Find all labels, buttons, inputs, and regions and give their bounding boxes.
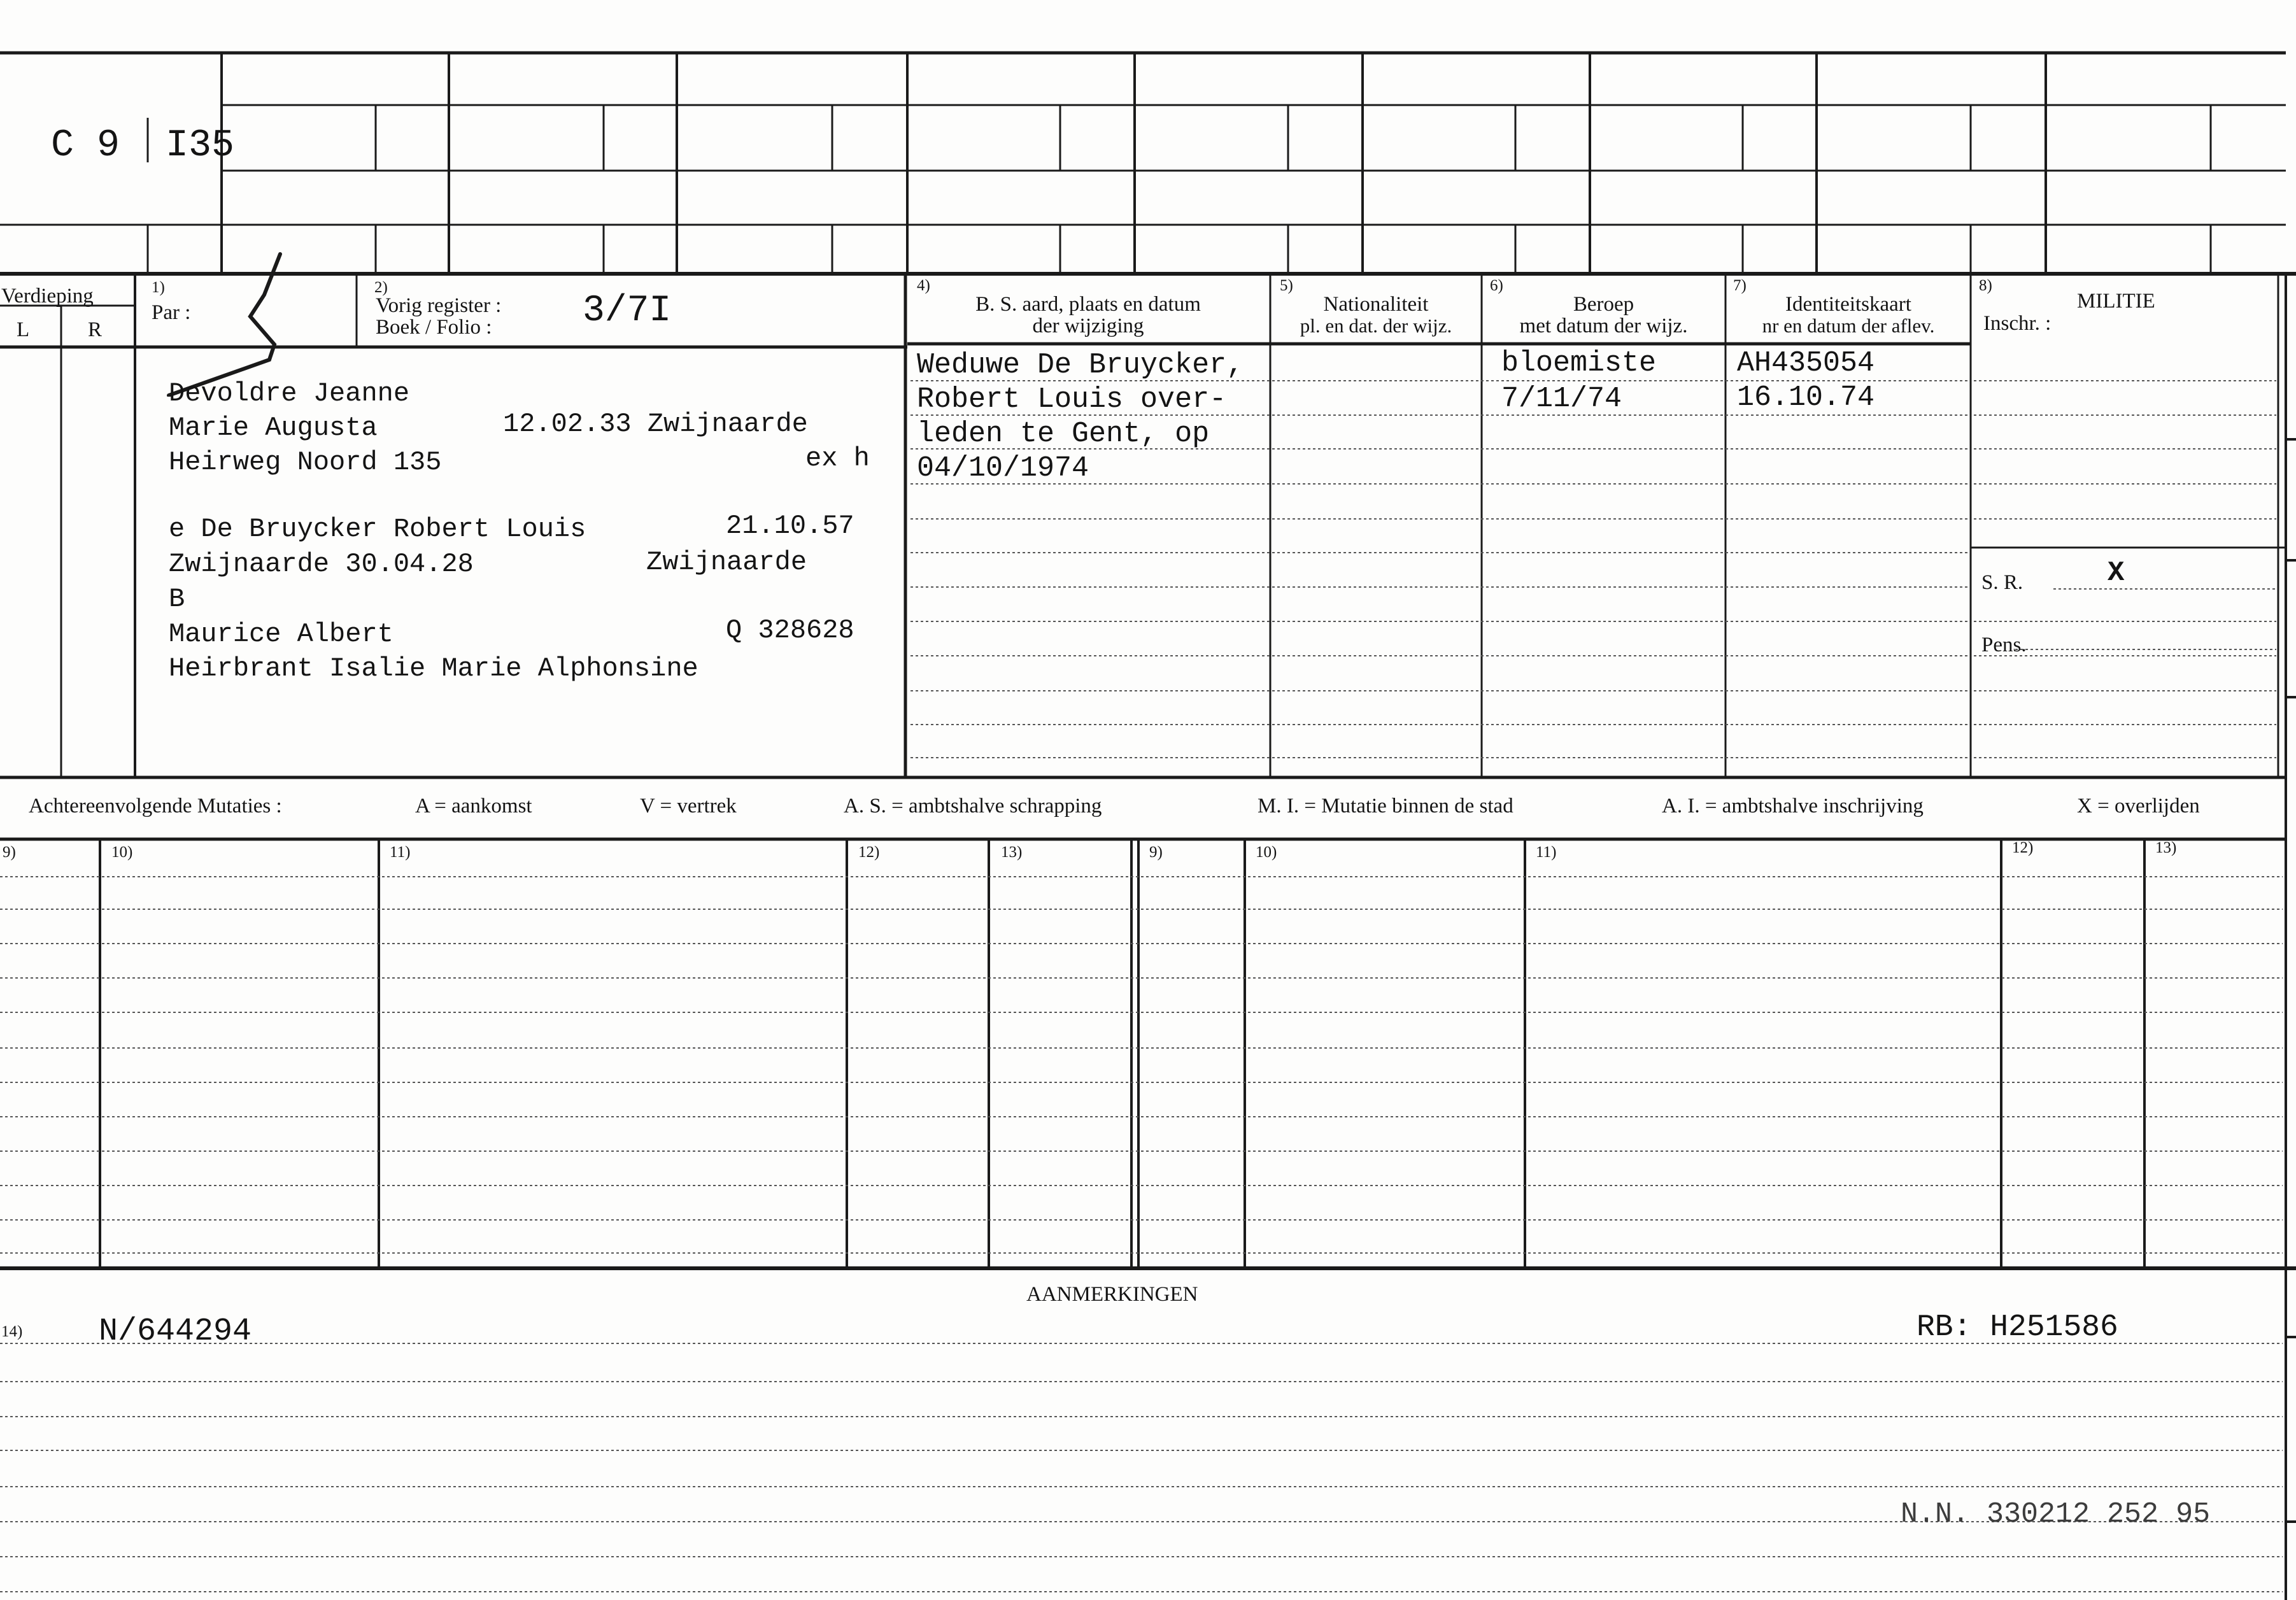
aanmerkingen-title: AANMERKINGEN [1026, 1283, 1198, 1306]
legend-x: X = overlijden [2077, 795, 2200, 818]
nn-number: N.N. 330212 252 95 [1901, 1498, 2211, 1531]
legend-as: A. S. = ambtshalve schrapping [844, 795, 1102, 818]
marriage-place: Zwijnaarde [646, 547, 807, 577]
sr-mark: X [2108, 557, 2125, 589]
mut-col-9-left: 9) [3, 844, 16, 861]
nationaliteit-header-line1: Nationaliteit [1323, 293, 1429, 316]
mother-name: Heirbrant Isalie Marie Alphonsine [169, 653, 698, 684]
mut-col-12-left: 12) [858, 844, 880, 861]
id-entry-line2: 16.10.74 [1737, 381, 1875, 414]
card-number: I35 [166, 124, 235, 167]
par-label: Par : [152, 301, 191, 324]
bs-entry-line4: 04/10/1974 [917, 452, 1089, 485]
legend-ai: A. I. = ambtshalve inschrijving [1662, 795, 1924, 818]
mut-col-10-right: 10) [1256, 844, 1277, 861]
col-8-number: 8) [1979, 277, 1992, 294]
beroep-entry-line2: 7/11/74 [1501, 383, 1622, 415]
mut-col-13-left: 13) [1001, 844, 1023, 861]
mutaties-title: Achtereenvolgende Mutaties : [29, 795, 282, 818]
col-5-number: 5) [1280, 277, 1293, 294]
rb-number: RB: H251586 [1917, 1310, 2118, 1345]
legend-v: V = vertrek [640, 795, 737, 818]
bs-header-line2: der wijziging [1032, 315, 1144, 337]
beroep-entry-line1: bloemiste [1501, 347, 1657, 379]
mut-col-11-right: 11) [1536, 844, 1557, 861]
boek-folio-label: Boek / Folio : [376, 316, 492, 339]
vorig-register-label: Vorig register : [376, 294, 502, 317]
bs-entry-line2: Robert Louis over- [917, 383, 1227, 416]
id-header-line2: nr en datum der aflev. [1762, 315, 1935, 337]
verdieping-l-label: L [17, 318, 30, 341]
sr-label: S. R. [1981, 571, 2023, 594]
col-7-number: 7) [1733, 277, 1747, 294]
legend-mi: M. I. = Mutatie binnen de stad [1258, 795, 1513, 818]
par-pen-mark [162, 250, 302, 397]
person-address: Heirweg Noord 135 [169, 447, 442, 478]
bs-header-line1: B. S. aard, plaats en datum [975, 293, 1201, 316]
col-6-number: 6) [1490, 277, 1503, 294]
beroep-header-line2: met datum der wijz. [1519, 315, 1688, 337]
mut-col-9-right: 9) [1149, 844, 1163, 861]
bs-entry-line3: leden te Gent, op [917, 418, 1210, 450]
legend-a: A = aankomst [415, 795, 532, 818]
verdieping-r-label: R [88, 318, 103, 341]
person-name-line2: Marie Augusta [169, 413, 378, 443]
mut-col-11-left: 11) [390, 844, 411, 861]
beroep-header-line1: Beroep [1573, 293, 1634, 316]
mut-col-12-right: 12) [2012, 839, 2034, 856]
mut-col-10-left: 10) [111, 844, 133, 861]
marriage-date: 21.10.57 [726, 511, 854, 541]
inschr-label: Inschr. : [1983, 312, 2052, 335]
vorig-register-value: 3/7I [583, 290, 672, 332]
aanmerkingen-value: N/644294 [99, 1313, 252, 1350]
militie-header: MILITIE [2077, 290, 2155, 313]
person-name-line1: Devoldre Jeanne [169, 378, 410, 409]
father-number: Q 328628 [726, 615, 854, 646]
col-1-number: 1) [152, 279, 165, 296]
father-name: Maurice Albert [169, 619, 393, 649]
card-code: C 9 [51, 124, 120, 167]
person-sex-mark: ex h [805, 443, 870, 474]
id-header-line1: Identiteitskaart [1785, 293, 1911, 316]
bs-entry-line1: Weduwe De Bruycker, [917, 349, 1244, 381]
col-4-number: 4) [917, 277, 930, 294]
verdieping-label: Verdieping [1, 285, 94, 308]
b-mark: B [169, 584, 185, 614]
pens-label: Pens. [1981, 634, 2027, 656]
col-2-number: 2) [374, 279, 388, 296]
spouse-birth: Zwijnaarde 30.04.28 [169, 549, 474, 579]
aanmerkingen-number: 14) [1, 1323, 23, 1340]
id-entry-line1: AH435054 [1737, 347, 1875, 379]
nationaliteit-header-line2: pl. en dat. der wijz. [1300, 315, 1452, 337]
spouse-line: e De Bruycker Robert Louis [169, 514, 586, 544]
mut-col-13-right: 13) [2155, 839, 2177, 856]
person-birth: 12.02.33 Zwijnaarde [503, 409, 808, 439]
